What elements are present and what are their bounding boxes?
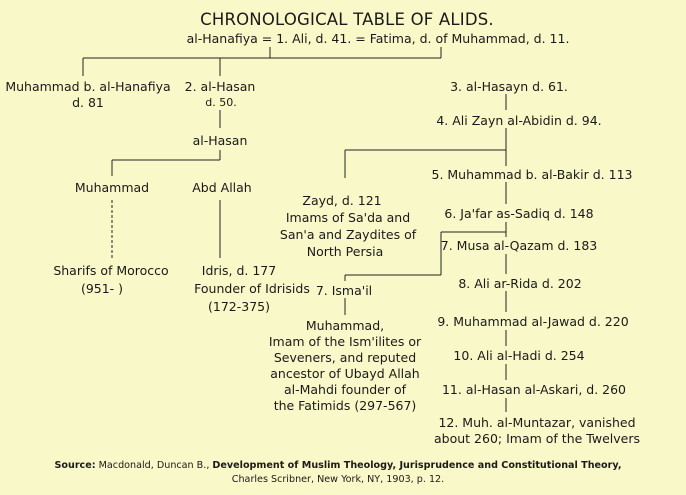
imam-6: 6. Ja'far as-Sadiq d. 148 — [444, 206, 594, 221]
ismaili-line-2: Imam of the Ism'ilites or — [268, 334, 422, 349]
source-label: Source: — [54, 460, 96, 471]
zayd-line-2: Imams of Sa'da and — [285, 210, 411, 225]
page-title: CHRONOLOGICAL TABLE OF ALIDS. — [200, 10, 494, 29]
ismaili-line-4: ancestor of Ubayd Allah — [270, 366, 420, 381]
ismaili-line-1: Muhammad, — [305, 318, 385, 333]
sharifs-of-morocco: Sharifs of Morocco — [53, 263, 169, 278]
imam-10: 10. Ali al-Hadi d. 254 — [453, 348, 585, 363]
grandson-muhammad: Muhammad — [74, 180, 150, 195]
root-line: al-Hanafiya = 1. Ali, d. 41. = Fatima, d. of Muhammad, d. 11. — [186, 31, 570, 46]
imam-4: 4. Ali Zayn al-Abidin d. 94. — [436, 113, 602, 128]
zayd-line-4: North Persia — [306, 244, 384, 259]
sharifs-dates: (951- ) — [80, 281, 124, 296]
idris-name: Idris, d. 177 — [201, 263, 277, 278]
ismaili-line-5: al-Mahdi founder of — [283, 382, 407, 397]
zayd-line-3: San'a and Zaydites of — [279, 227, 417, 242]
ismaili-line-3: Seveners, and reputed — [273, 350, 417, 365]
ismail: 7. Isma'il — [315, 283, 373, 298]
source-citation — [54, 460, 621, 472]
imam-11: 11. al-Hasan al-Askari, d. 260 — [441, 382, 627, 397]
ismaili-line-6: the Fatimids (297-567) — [273, 398, 417, 413]
hasan-death: d. 50. — [205, 96, 237, 109]
imam-7: 7. Musa al-Qazam d. 183 — [440, 238, 598, 253]
imam-5: 5. Muhammad b. al-Bakir d. 113 — [431, 167, 633, 182]
idris-founder: Founder of Idrisids — [194, 281, 310, 296]
hanafiya-son-death: d. 81 — [72, 95, 104, 110]
grandson-abd-allah: Abd Allah — [192, 180, 252, 195]
idris-dates: (172-375) — [208, 299, 270, 314]
source-publisher: Charles Scribner, New York, NY, 1903, p. 12. — [231, 474, 445, 485]
imam-12-line-2: about 260; Imam of the Twelvers — [434, 431, 640, 446]
imam-12-line-1: 12. Muh. al-Muntazar, vanished — [438, 415, 636, 430]
hasan-son: al-Hasan — [192, 133, 248, 148]
imam-9: 9. Muhammad al-Jawad d. 220 — [437, 314, 629, 329]
hasan-name: 2. al-Hasan — [184, 79, 256, 94]
imam-3: 3. al-Hasayn d. 61. — [450, 79, 568, 94]
source-author: Macdonald, Duncan B., — [98, 460, 210, 471]
hanafiya-son-name: Muhammad b. al-Hanafiya — [5, 79, 171, 94]
imam-8: 8. Ali ar-Rida d. 202 — [458, 276, 582, 291]
source-work: Development of Muslim Theology, Jurisprudence and Constitutional Theory, — [212, 460, 622, 471]
zayd-line-1: Zayd, d. 121 — [302, 193, 382, 208]
